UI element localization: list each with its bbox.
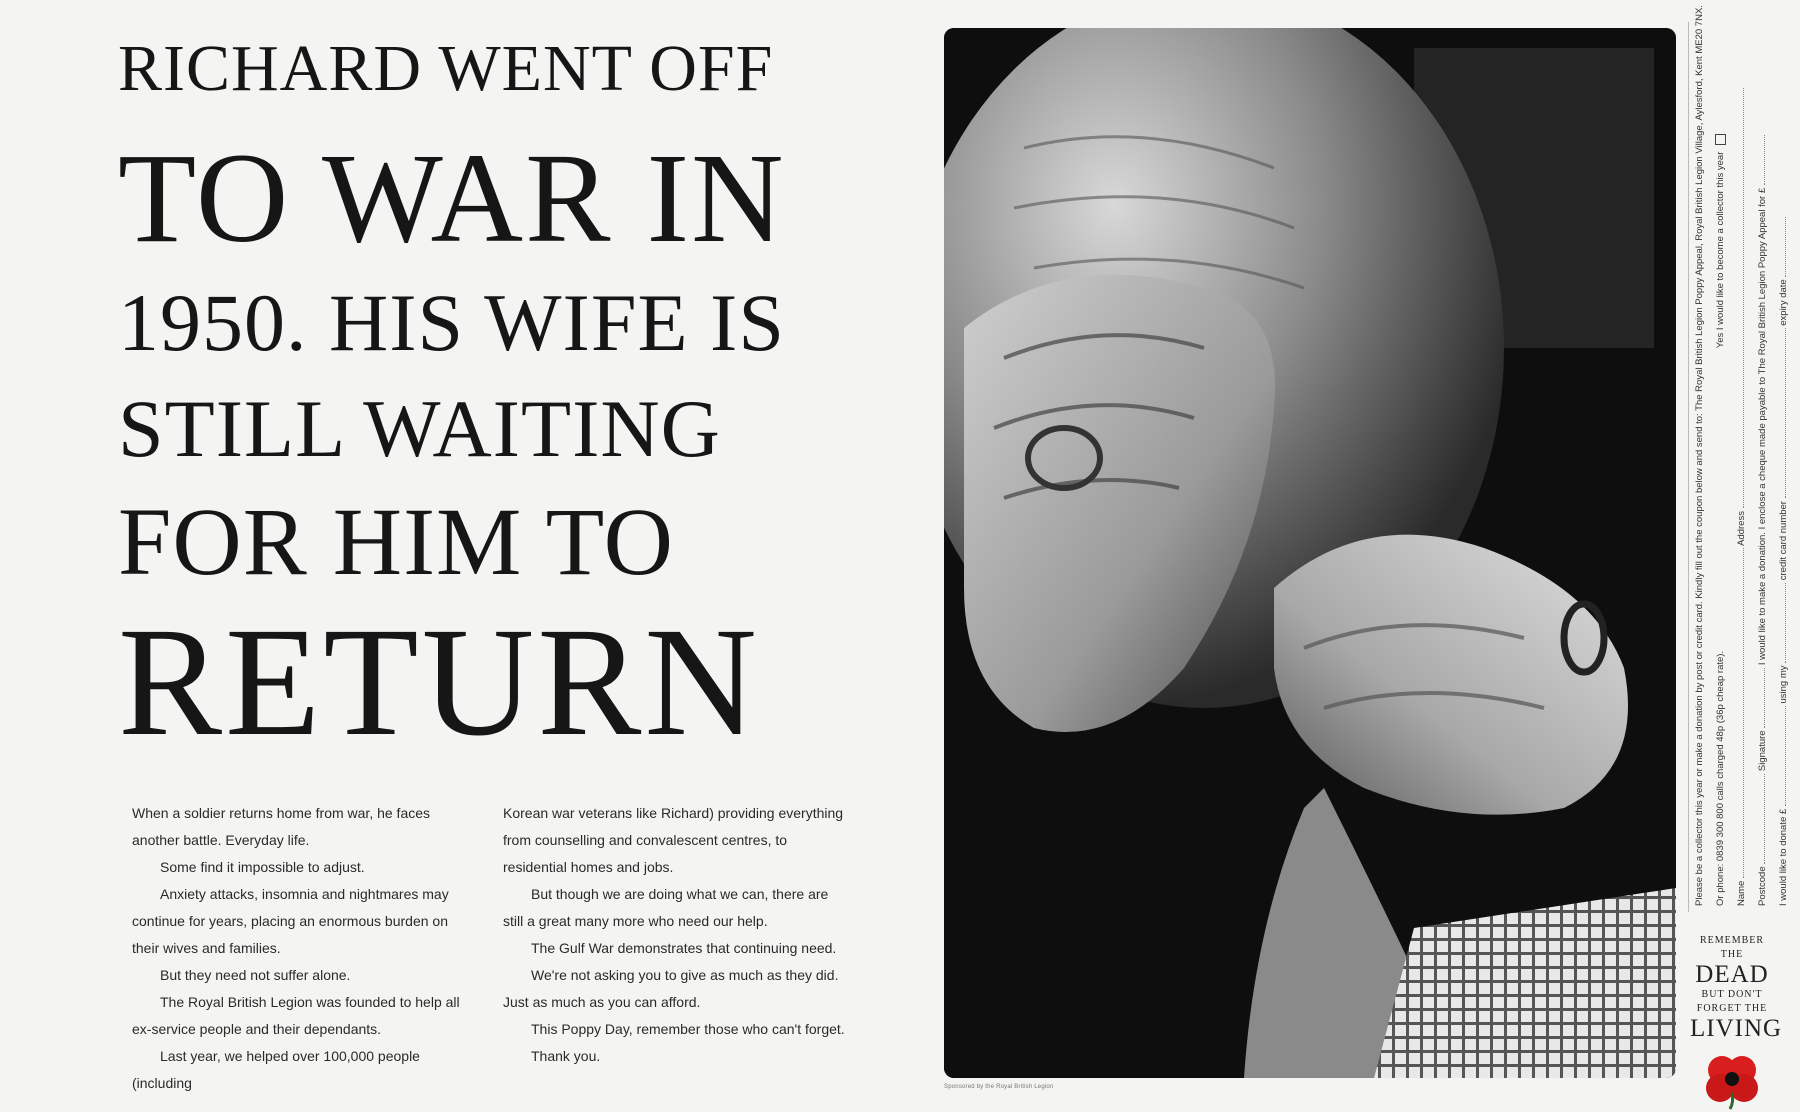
coupon-rotated-content xyxy=(1689,5,1789,912)
body-paragraph: Korean war veterans like Richard) providing everything from counselling and convalescent centres, to residential homes and jobs. xyxy=(503,805,844,875)
headline-line-2: TO WAR IN xyxy=(118,127,786,269)
postcode-label: Postcode xyxy=(1757,866,1768,906)
slogan-line-3: BUT DON'T xyxy=(1701,989,1763,1000)
coupon-phone-row xyxy=(1710,22,1731,912)
headline-line-1: RICHARD WENT OFF xyxy=(118,32,774,105)
card-type-field[interactable] xyxy=(1785,583,1786,663)
expiry-label: expiry date xyxy=(1778,279,1789,326)
donate-amount-field[interactable] xyxy=(1785,706,1786,806)
collector-checkbox[interactable] xyxy=(1715,134,1726,145)
body-paragraph: When a soldier returns home from war, he faces another battle. Everyday life. xyxy=(132,805,431,848)
address-label: Address xyxy=(1736,511,1747,546)
coupon-phone: Or phone: 0839 300 800 calls charged 48p (36p cheap rate). xyxy=(1715,650,1726,906)
name-field[interactable] xyxy=(1743,548,1744,878)
coupon-name-address-row xyxy=(1731,22,1752,912)
address-field[interactable] xyxy=(1743,88,1744,508)
photo-credit: Sponsored by the Royal British Legion xyxy=(944,1084,1054,1090)
slogan-line-2: DEAD xyxy=(1695,961,1769,988)
body-paragraph: We're not asking you to give as much as they did. Just as much as you can afford. xyxy=(503,967,839,1010)
body-paragraph: Thank you. xyxy=(531,1048,601,1064)
card-number-field[interactable] xyxy=(1785,328,1786,498)
cheque-amount-field[interactable] xyxy=(1764,135,1765,185)
body-paragraph: The Royal British Legion was founded to help all ex-service people and their dependants. xyxy=(132,994,460,1037)
donate-label: I would like to donate £ xyxy=(1778,808,1789,906)
veteran-photo xyxy=(944,28,1676,1078)
donation-coupon[interactable] xyxy=(1688,5,1789,912)
body-paragraph: But though we are doing what we can, there are still a great many more who need our help. xyxy=(503,886,829,929)
signature-label: Signature xyxy=(1757,730,1768,772)
slogan-line-1: REMEMBER THE xyxy=(1699,935,1765,960)
body-copy-column-2 xyxy=(503,800,848,1070)
body-copy-column-1 xyxy=(132,800,477,1097)
slogan-line-5: LIVING xyxy=(1690,1015,1783,1042)
coupon-postcode-row xyxy=(1752,22,1773,912)
coupon-card-row xyxy=(1773,22,1794,912)
using-label: using my xyxy=(1778,665,1789,704)
headline xyxy=(118,32,858,768)
postcode-field[interactable] xyxy=(1764,774,1765,864)
name-label: Name xyxy=(1736,880,1747,906)
veteran-photo-illustration xyxy=(944,28,1676,1078)
coupon-instructions: Please be a collector this year or make a donation by post or credit card. Kindly fill out the coupon below and send to: The Royal British Legion Poppy Appeal, Royal British Legion Village, Aylesford, Kent ME20 7NX. xyxy=(1694,5,1705,906)
body-paragraph: The Gulf War demonstrates that continuing need. xyxy=(531,940,837,956)
collector-label: Yes I would like to become a collector this year xyxy=(1715,151,1726,349)
body-paragraph: But they need not suffer alone. xyxy=(160,967,351,983)
poppy-icon xyxy=(1704,1050,1760,1110)
headline-line-6: RETURN xyxy=(118,595,760,768)
body-paragraph: Some find it impossible to adjust. xyxy=(160,859,365,875)
card-number-label: credit card number xyxy=(1778,501,1789,581)
headline-line-4: STILL WAITING xyxy=(118,383,721,474)
slogan-line-4: FORGET THE xyxy=(1696,1003,1768,1014)
donation-cheque-label: I would like to make a donation. I enclose a cheque made payable to The Royal British Legion Poppy Appeal for £ xyxy=(1757,187,1768,666)
body-paragraph: This Poppy Day, remember those who can't forget. xyxy=(531,1021,845,1037)
signature-field[interactable] xyxy=(1764,668,1765,728)
body-paragraph: Last year, we helped over 100,000 people (including xyxy=(132,1048,420,1091)
body-paragraph: Anxiety attacks, insomnia and nightmares may continue for years, placing an enormous burden on their wives and families. xyxy=(132,886,449,956)
slogan xyxy=(1690,934,1783,1110)
expiry-field[interactable] xyxy=(1785,217,1786,277)
headline-line-3: 1950. HIS WIFE IS xyxy=(118,277,785,368)
headline-line-5: FOR HIM TO xyxy=(118,488,674,595)
